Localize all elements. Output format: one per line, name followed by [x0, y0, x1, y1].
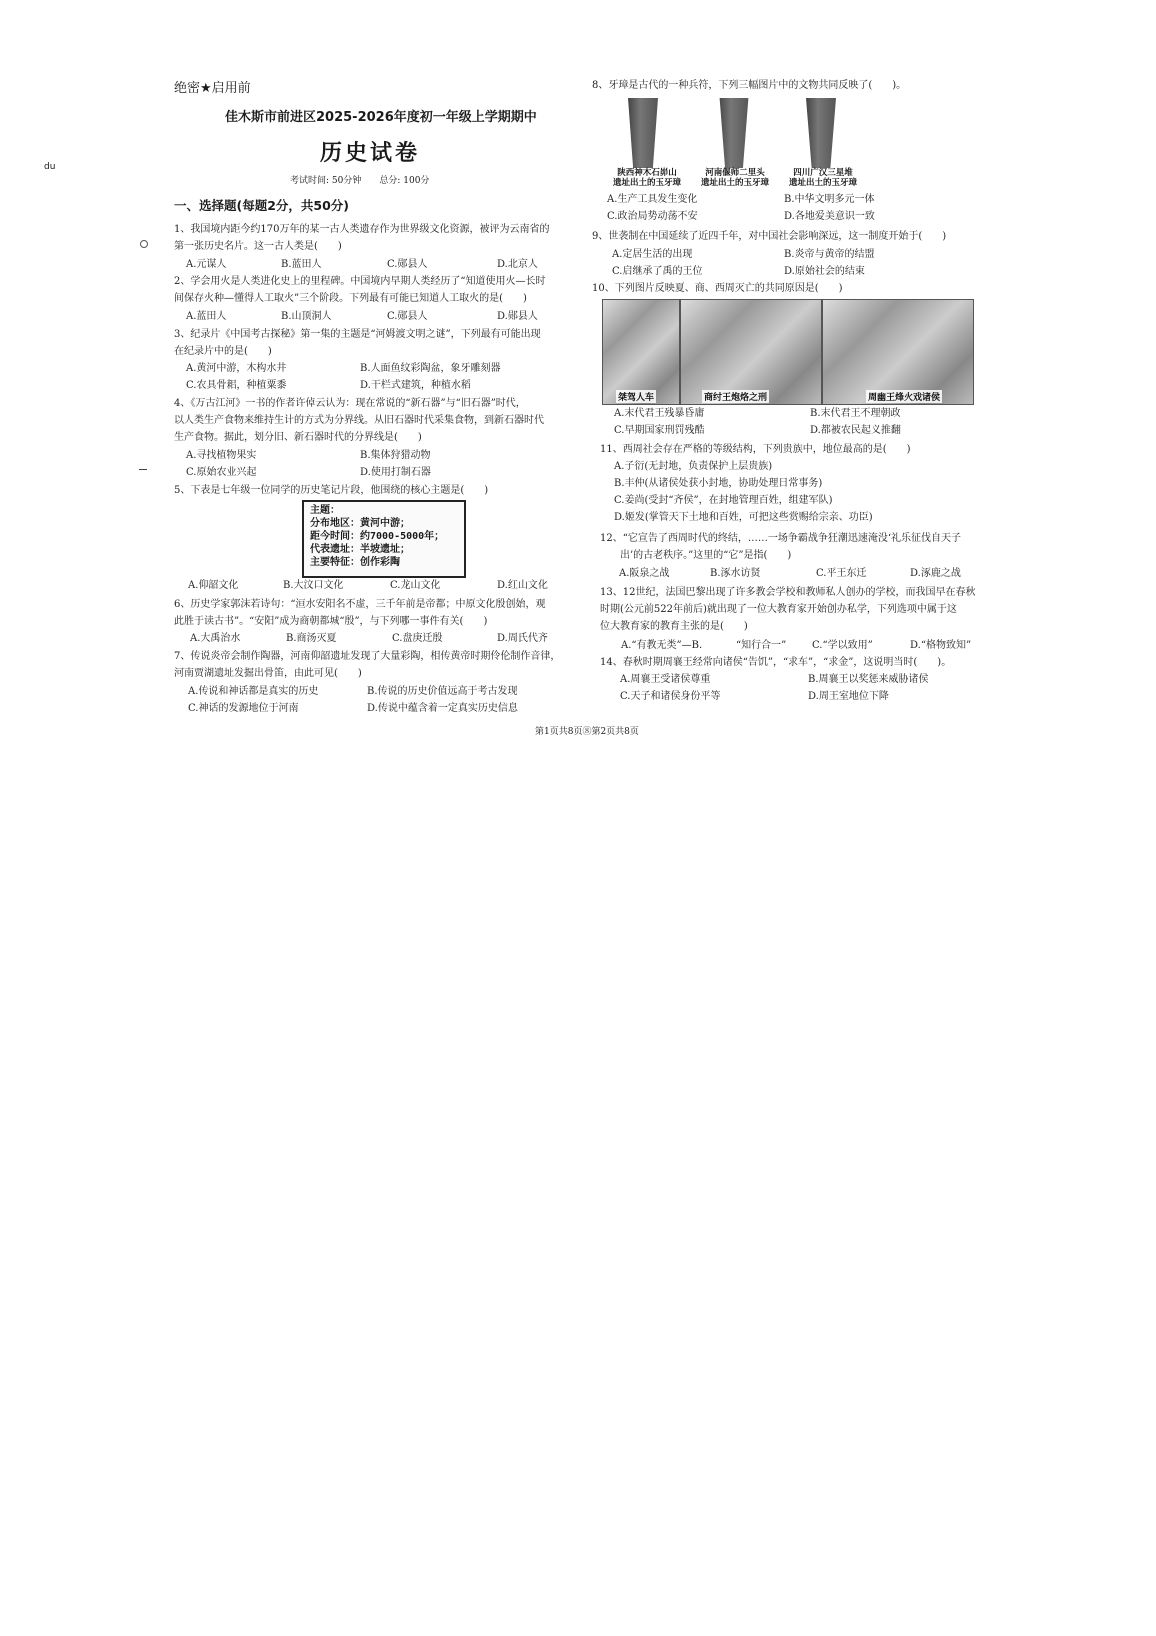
- question-text: 河南贾湖遗址发掘出骨笛，由此可见( ): [174, 668, 362, 679]
- option-b[interactable]: B.中华文明多元一体: [784, 194, 875, 205]
- question-text: 3、纪录片《中国考古探秘》第一集的主题是“河姆渡文明之谜”，下列最有可能出现: [174, 329, 541, 340]
- option-c[interactable]: C.政治局势动荡不安: [607, 211, 698, 222]
- option-d[interactable]: D.“格物致知”: [910, 640, 972, 651]
- option-b[interactable]: B.山顶洞人: [281, 311, 332, 322]
- note-line: 代表遗址：半坡遗址；: [310, 544, 410, 555]
- question-text: 第一张历史名片。这一古人类是( ): [174, 241, 342, 252]
- option-a[interactable]: A.阪泉之战: [619, 568, 670, 579]
- option-b[interactable]: B.商汤灭夏: [286, 633, 337, 644]
- option-b[interactable]: B.蓝田人: [281, 259, 322, 270]
- question-text: 间保存火种—懂得人工取火”三个阶段。下列最有可能已知道人工取火的是( ): [174, 293, 527, 304]
- question-text: 9、世袭制在中国延续了近四千年，对中国社会影响深远，这一制度开始于( ): [592, 231, 947, 242]
- artifact-caption: 陕西神木石峁山 遗址出土的玉牙璋: [606, 168, 688, 188]
- option-a[interactable]: A.大禹治水: [190, 633, 241, 644]
- artifact-caption: 河南偃师二里头 遗址出土的玉牙璋: [694, 168, 776, 188]
- margin-mark: du: [44, 162, 56, 172]
- option-c[interactable]: C.神话的发源地位于河南: [188, 703, 299, 714]
- history-note-card: [302, 500, 466, 578]
- question-text: 4、《万古江河》一书的作者许倬云认为：现在常说的“新石器”与“旧石器”时代，: [174, 398, 526, 409]
- option-c[interactable]: C.郧县人: [387, 311, 428, 322]
- option-a[interactable]: A.周襄王受诸侯尊重: [620, 674, 711, 685]
- option-a[interactable]: A.传说和神话都是真实的历史: [188, 686, 319, 697]
- option-a[interactable]: A.子衍(无封地，负责保护上层贵族): [614, 461, 773, 472]
- question-text: 时期(公元前522年前后)就出现了一位大教育家开始创办私学，下列选项中属于这: [600, 604, 957, 615]
- page-title: 历史试卷: [320, 140, 421, 166]
- option-a[interactable]: A.黄河中游，木构水井: [186, 363, 287, 374]
- option-c[interactable]: C.农具骨耜，种植粟黍: [186, 380, 287, 391]
- question-text: 以人类生产食物来维持生计的方式为分界线。从旧石器时代采集食物，到新石器时代: [174, 415, 544, 426]
- question-text: 5、下表是七年级一位同学的历史笔记片段，他围绕的核心主题是( ): [174, 485, 489, 496]
- option-d[interactable]: D.周氏代齐: [497, 633, 548, 644]
- option-c[interactable]: C.龙山文化: [390, 580, 441, 591]
- option-d[interactable]: D.姬发(掌管天下土地和百姓，可把这些赏赐给宗亲、功臣): [614, 512, 873, 523]
- binding-dash-mark: [139, 469, 147, 470]
- note-line: 距今时间：约7000-5000年；: [310, 531, 445, 542]
- option-b[interactable]: B.人面鱼纹彩陶盆，象牙雕刻器: [360, 363, 501, 374]
- option-c[interactable]: C.平王东迁: [816, 568, 867, 579]
- option-a-cont: “知行合一”: [736, 640, 787, 651]
- option-a[interactable]: A.生产工具发生变化: [607, 194, 698, 205]
- question-text: 13、12世纪，法国巴黎出现了许多教会学校和教师私人创办的学校，而我国早在春秋: [600, 587, 976, 598]
- question-text: 7、传说炎帝会制作陶器，河南仰韶遗址发现了大量彩陶，相传黄帝时期伶伦制作音律，: [174, 651, 561, 662]
- option-d[interactable]: D.北京人: [497, 259, 538, 270]
- option-a[interactable]: A.定居生活的出现: [612, 249, 693, 260]
- option-b[interactable]: B.传说的历史价值远高于考古发现: [367, 686, 518, 697]
- option-b[interactable]: B.大汶口文化: [283, 580, 344, 591]
- option-b[interactable]: B.涿水访贤: [710, 568, 761, 579]
- scene-caption: 商纣王炮烙之刑: [702, 390, 769, 403]
- exam-info: 考试时间: 50分钟 总分: 100分: [290, 176, 430, 186]
- option-b[interactable]: B.集体狩猎动物: [360, 450, 431, 461]
- option-d[interactable]: D.都被农民起义推翻: [810, 425, 901, 436]
- option-b[interactable]: B.丰仲(从诸侯处获小封地，协助处理日常事务): [614, 478, 823, 489]
- option-c[interactable]: C.盘庚迁殷: [392, 633, 443, 644]
- school-title: 佳木斯市前进区2025-2026年度初一年级上学期期中: [225, 110, 537, 125]
- question-text: 6、历史学家郭沫若诗句：“洹水安阳名不虚，三千年前是帝都；中原文化殷创始，观: [174, 599, 546, 610]
- scene-caption: 桀驾人车: [616, 390, 656, 403]
- option-d[interactable]: D.郧县人: [497, 311, 538, 322]
- note-line: 分布地区：黄河中游；: [310, 518, 410, 529]
- option-d[interactable]: D.原始社会的结束: [784, 266, 865, 277]
- question-text: 8、牙璋是古代的一种兵符，下列三幅图片中的文物共同反映了( )。: [592, 80, 907, 91]
- option-a[interactable]: A.仰韶文化: [188, 580, 239, 591]
- question-text: 2、学会用火是人类进化史上的里程碑。中国境内早期人类经历了“知道使用火—长时: [174, 276, 546, 287]
- question-text: 12、“它宣告了西周时代的终结，……一场争霸战争狂潮迅速淹没‘礼乐征伐自天子: [600, 533, 962, 544]
- option-d[interactable]: D.红山文化: [497, 580, 548, 591]
- option-c[interactable]: C.原始农业兴起: [186, 467, 257, 478]
- option-d[interactable]: D.周王室地位下降: [808, 691, 889, 702]
- option-c[interactable]: C.天子和诸侯身份平等: [620, 691, 721, 702]
- yazhang-figure: [606, 96, 866, 192]
- secret-label: 绝密★启用前: [174, 81, 251, 96]
- question-text: 此胜于读古书”。“安阳”成为商朝都城“殷”，与下列哪一事件有关( ): [174, 616, 488, 627]
- option-a[interactable]: A.末代君王残暴昏庸: [614, 408, 705, 419]
- option-a[interactable]: A.“有教无类”—B.: [621, 640, 703, 651]
- question-text: 在纪录片中的是( ): [174, 346, 272, 357]
- question-text: 生产食物。据此，划分旧、新石器时代的分界线是( ): [174, 432, 422, 443]
- question-text: 14、春秋时期周襄王经常向诸侯“告饥”，“求车”，“求金”，这说明当时( )。: [600, 657, 952, 668]
- option-a[interactable]: A.寻找植物果实: [186, 450, 257, 461]
- option-d[interactable]: D.传说中蕴含着一定真实历史信息: [367, 703, 518, 714]
- page-footer: 第1页共8页⑧第2页共8页: [535, 727, 639, 737]
- question-text: 出’的古老秩序。”这里的“它”是指( ): [620, 550, 792, 561]
- artifact-caption: 四川广汉三星堆 遗址出土的玉牙璋: [782, 168, 864, 188]
- question-text: 1、我国境内距今约170万年的某一古人类遗存作为世界级文化资源，被评为云南省的: [174, 224, 550, 235]
- option-c[interactable]: C.启继承了禹的王位: [612, 266, 703, 277]
- question-text: 10、下列图片反映夏、商、西周灭亡的共同原因是( ): [592, 283, 843, 294]
- question-text: 11、西周社会存在严格的等级结构，下列贵族中，地位最高的是( ): [600, 444, 911, 455]
- option-b[interactable]: B.周襄王以奖惩来威胁诸侯: [808, 674, 929, 685]
- option-d[interactable]: D.涿鹿之战: [910, 568, 961, 579]
- option-c[interactable]: C.“学以致用”: [812, 640, 873, 651]
- section-title: 一、选择题(每题2分，共50分): [174, 198, 350, 213]
- option-d[interactable]: D.使用打制石器: [360, 467, 431, 478]
- option-d[interactable]: D.干栏式建筑，种植水稻: [360, 380, 471, 391]
- option-c[interactable]: C.姜尚(受封“齐侯”，在封地管理百姓，组建军队): [614, 495, 833, 506]
- note-line: 主题：: [310, 505, 340, 516]
- option-a[interactable]: A.元谋人: [186, 259, 227, 270]
- option-b[interactable]: B.末代君王不理朝政: [810, 408, 901, 419]
- option-b[interactable]: B.炎帝与黄帝的结盟: [784, 249, 875, 260]
- scene-caption: 周幽王烽火戏诸侯: [866, 390, 942, 403]
- option-c[interactable]: C.早期国家刑罚残酷: [614, 425, 705, 436]
- question-text: 位大教育家的教育主张的是( ): [600, 621, 748, 632]
- option-a[interactable]: A.蓝田人: [186, 311, 227, 322]
- note-line: 主要特征：创作彩陶: [310, 557, 400, 568]
- option-c[interactable]: C.郧县人: [387, 259, 428, 270]
- option-d[interactable]: D.各地爱美意识一致: [784, 211, 875, 222]
- binding-hole-mark: [140, 240, 148, 248]
